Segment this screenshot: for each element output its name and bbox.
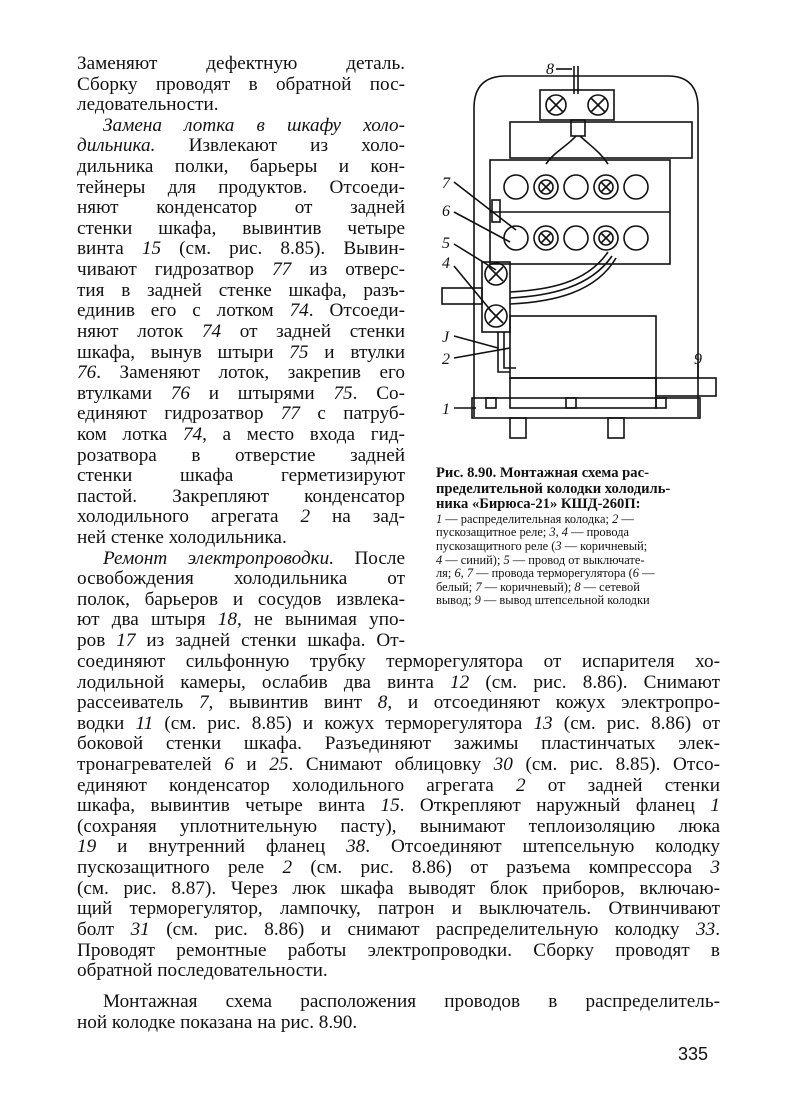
text-line: боковой стенки шкафа. Разъединяют зажимы пластинчатых элек- — [77, 734, 720, 755]
text-line — [77, 507, 405, 528]
label-7: 7 — [442, 175, 450, 192]
caption-body-line — [436, 513, 718, 527]
text-fragment: (см. рис. 8.85) и кожух терморегулятора — [153, 713, 534, 734]
caption-body-line — [436, 526, 718, 540]
section-heading: дильника. — [77, 136, 156, 157]
text-fragment: . — [715, 919, 720, 940]
text-line: стенки шкафа, вывинтив четыре — [77, 218, 405, 239]
text-fragment: , а место входа гид- — [202, 424, 405, 445]
caption-fragment: — провода терморегулятора ( — [473, 567, 633, 581]
reference-number: 74 — [182, 424, 203, 445]
text-line: (сохраняя уплотнительную пасту), вынимают теплоизоляцию люка — [77, 816, 720, 837]
reference-number: 8 — [377, 693, 388, 714]
text-line: ной колодке показана на рис. 8.90. — [77, 1012, 358, 1033]
text-line — [77, 239, 405, 260]
text-fragment: . Открепляют наружный фланец — [399, 796, 711, 817]
text-line: ней стенке холодильника. — [77, 528, 287, 549]
text-line — [77, 673, 720, 694]
caption-fragment: — — [618, 512, 634, 526]
reference-number: 2 — [282, 858, 293, 879]
caption-title-line: ника «Бирюса-21» КШД-260П: — [436, 497, 641, 513]
text-fragment: . Снимают облицовку — [288, 755, 494, 776]
text-line: полок, барьеров и сосудов извлека- — [77, 589, 405, 610]
label-3: J — [442, 329, 450, 346]
final-paragraph — [77, 992, 720, 1033]
label-4: 4 — [442, 255, 450, 272]
label-8: 8 — [546, 61, 554, 78]
wiring-diagram-figure — [436, 52, 726, 462]
reference-number: 2 — [300, 507, 311, 528]
text-line — [77, 549, 405, 570]
text-fragment: единив его с лотком — [77, 301, 290, 322]
text-line: тия в задней стенке шкафа, разъ- — [77, 280, 405, 301]
text-fragment: тронагревателей — [77, 755, 225, 776]
label-1: 1 — [442, 401, 450, 418]
text-line: няют конденсатор от задней — [77, 198, 405, 219]
caption-body-line — [436, 554, 718, 568]
reference-number: 15 — [380, 796, 400, 817]
text-line — [77, 384, 405, 405]
reference-number: 1 — [710, 796, 720, 817]
caption-fragment: ля; — [436, 567, 455, 581]
text-line: пастой. Закрепляют конденсатор — [77, 486, 405, 507]
reference-number: 76 — [77, 363, 97, 384]
text-line — [77, 631, 405, 652]
text-line — [77, 301, 405, 322]
text-line: освобождения холодильника от — [77, 569, 405, 590]
plug-lead — [656, 378, 716, 396]
text-fragment: (см. рис. 8.86) от разъема компрессора — [292, 858, 711, 879]
text-fragment: из задней стенки шкафа. От- — [135, 631, 405, 652]
text-fragment: . Заменяют лоток, закрепив его — [96, 363, 405, 384]
caption-body-line — [436, 581, 718, 595]
reference-number: 77 — [280, 404, 300, 425]
caption-number: 4 — [561, 526, 568, 540]
reference-number: 77 — [272, 260, 292, 281]
text-fragment: и штырями — [189, 383, 334, 404]
caption-number: 9 — [474, 594, 481, 608]
text-fragment: (см. рис. 8.86) и снимают распределительную колодку — [149, 919, 697, 940]
reference-number: 74 — [201, 321, 222, 342]
text-line: Монтажная схема расположения проводов в распределитель- — [103, 992, 720, 1012]
text-fragment: шкафа, вынув штыри — [77, 342, 290, 363]
text-line — [77, 755, 720, 776]
caption-fragment: — сетевой — [580, 580, 640, 594]
reference-number: 76 — [170, 383, 190, 404]
caption-fragment: — распределительная колодка; — [442, 512, 613, 526]
text-fragment: (см. рис. 8.86). Снимают — [469, 672, 720, 693]
text-fragment: из отверс- — [291, 260, 405, 281]
text-fragment: водки — [77, 713, 136, 734]
text-fragment: болт — [77, 919, 131, 940]
reference-number: 25 — [269, 755, 289, 776]
text-fragment: (см. рис. 8.86) от — [552, 713, 720, 734]
reference-number: 2 — [515, 775, 526, 796]
caption-number: 5 — [503, 553, 510, 567]
text-line: Заменяют дефектную деталь. — [77, 54, 405, 74]
figure-caption — [436, 466, 718, 608]
text-fragment: на зад- — [310, 507, 405, 528]
text-fragment: от задней стенки — [525, 775, 720, 796]
reference-number: 12 — [450, 672, 470, 693]
text-fragment: шкафа, вывинтив четыре винта — [77, 796, 381, 817]
caption-fragment: — провод от выключате- — [509, 553, 645, 567]
label-6: 6 — [442, 203, 450, 220]
reference-number: 17 — [116, 631, 136, 652]
text-line — [77, 858, 720, 879]
full-width-text — [77, 652, 720, 982]
text-fragment: ют два штыря — [77, 610, 218, 631]
reference-number: 6 — [224, 755, 234, 776]
reference-number: 31 — [130, 919, 150, 940]
text-fragment: и — [233, 755, 270, 776]
text-fragment: единяют конденсатор холодильного агрегата — [77, 775, 516, 796]
text-line: стенки шкафа герметизируют — [77, 466, 405, 487]
text-line: Проводят ремонтные работы электропроводки. Сборку проводят в — [77, 940, 720, 961]
caption-fragment: , — [555, 526, 562, 540]
text-fragment: от задней стенки — [221, 321, 405, 342]
text-line — [77, 116, 405, 137]
text-fragment: , вывинтив винт — [208, 693, 378, 714]
caption-number: 7 — [466, 567, 474, 581]
text-line: тейнеры для продуктов. Отсоеди- — [77, 177, 405, 198]
text-fragment: рассеиватель — [77, 693, 199, 714]
reference-number: 75 — [289, 342, 309, 363]
mains-terminal-block — [540, 90, 614, 120]
text-line: (см. рис. 8.87). Через люк шкафа выводят блок приборов, включаю- — [77, 878, 720, 899]
text-line: розатвора в отверстие задней — [77, 445, 405, 466]
text-fragment: с патруб- — [299, 404, 405, 425]
text-fragment: единяют гидрозатвор — [77, 404, 281, 425]
caption-fragment: — коричневый); — [481, 580, 575, 594]
text-line: ледовательности. — [77, 95, 219, 116]
text-line — [77, 363, 405, 384]
caption-body-line — [436, 540, 718, 554]
caption-number: 6 — [454, 567, 461, 581]
reference-number: 33 — [696, 919, 716, 940]
label-2: 2 — [442, 351, 450, 368]
text-line — [77, 322, 405, 343]
reference-number: 7 — [198, 693, 209, 714]
reference-number: 3 — [710, 858, 720, 879]
caption-number: 1 — [436, 512, 443, 526]
text-line — [77, 425, 405, 446]
text-fragment: холодильного агрегата — [77, 507, 301, 528]
text-line — [77, 837, 720, 858]
left-column-text — [77, 54, 405, 652]
text-line — [77, 343, 405, 364]
reference-number: 18 — [217, 610, 237, 631]
text-line: щий терморегулятор, лампочку, патрон и выключатель. Отвинчивают — [77, 899, 720, 920]
text-fragment: (см. рис. 8.85). Отсо- — [512, 755, 720, 776]
text-line: дильника полки, барьеры и кон- — [77, 157, 405, 178]
text-fragment: (см. рис. 8.85). Вывин- — [161, 239, 405, 260]
text-fragment: и внутренний фланец — [96, 837, 347, 858]
caption-fragment: — коричневый; — [561, 539, 648, 553]
text-line — [77, 796, 720, 817]
text-line: соединяют сильфонную трубку терморегулятора от испарителя хо- — [77, 652, 720, 672]
caption-number: 3 — [549, 526, 556, 540]
text-fragment: лодильной камеры, ослабив два винта — [77, 672, 451, 693]
reference-number: 13 — [533, 713, 553, 734]
text-line — [77, 404, 405, 425]
text-line: обратной последовательности. — [77, 961, 328, 982]
caption-number: 6 — [632, 567, 639, 581]
text-line — [77, 136, 405, 157]
label-9: 9 — [694, 351, 702, 368]
reference-number: 38 — [346, 837, 366, 858]
caption-fragment: пускозащитное реле; — [436, 526, 550, 540]
text-fragment: . Отсоединяют штепсельную колодку — [365, 837, 720, 858]
text-fragment: , и отсоединяют кожух электропро- — [387, 693, 720, 714]
text-fragment: пускозащитного реле — [77, 858, 283, 879]
caption-fragment: — вывод штепсельной колодки — [480, 594, 650, 608]
reference-number: 11 — [135, 713, 154, 734]
label-5: 5 — [442, 235, 450, 252]
page-number: 335 — [678, 1044, 709, 1064]
caption-number: 3 — [555, 539, 562, 553]
text-fragment: После — [334, 548, 405, 569]
reference-number: 30 — [493, 755, 513, 776]
section-heading: Замена лотка в шкафу холо- — [103, 115, 405, 136]
text-fragment: . Со- — [352, 383, 405, 404]
caption-fragment: белый; — [436, 580, 476, 594]
text-line — [77, 776, 720, 797]
caption-fragment: — провода — [568, 526, 630, 540]
reference-number: 75 — [333, 383, 353, 404]
text-line — [77, 920, 720, 941]
caption-number: 8 — [574, 580, 581, 594]
caption-fragment: , — [460, 567, 467, 581]
reference-number: 15 — [141, 239, 162, 260]
caption-body-line — [436, 594, 718, 608]
reference-number: 74 — [289, 301, 309, 322]
caption-title-line: Рис. 8.90. Монтажная схема рас- — [436, 466, 649, 481]
side-lead — [442, 288, 482, 304]
text-fragment: чивают гидрозатвор — [77, 260, 273, 281]
text-fragment: няют лоток — [77, 321, 202, 342]
caption-body-line — [436, 567, 718, 581]
caption-number: 7 — [475, 580, 482, 594]
text-fragment: , не вынимая упо- — [236, 610, 405, 631]
reference-number: 19 — [77, 837, 97, 858]
text-line — [77, 260, 405, 281]
caption-number: 4 — [436, 553, 443, 567]
caption-fragment: — синий); — [442, 553, 504, 567]
caption-number: 2 — [612, 512, 619, 526]
text-fragment: Извлекают из холо- — [155, 136, 405, 157]
text-fragment: . Отсоеди- — [308, 301, 405, 322]
text-fragment: втулками — [77, 383, 171, 404]
caption-title-line: пределительной колодки холодиль- — [436, 481, 671, 497]
text-line — [77, 610, 405, 631]
text-fragment: и втулки — [308, 342, 405, 363]
text-line — [77, 693, 720, 714]
caption-fragment: — — [639, 567, 655, 581]
text-line: Сборку проводят в обратной пос- — [77, 74, 405, 95]
caption-fragment: пускозащитного реле ( — [436, 539, 556, 553]
text-fragment: винта — [77, 239, 142, 260]
caption-fragment: вывод; — [436, 594, 475, 608]
text-line — [77, 714, 720, 735]
section-heading: Ремонт электропроводки. — [103, 548, 335, 569]
text-fragment: ком лотка — [77, 424, 183, 445]
text-fragment: ров — [77, 631, 117, 652]
